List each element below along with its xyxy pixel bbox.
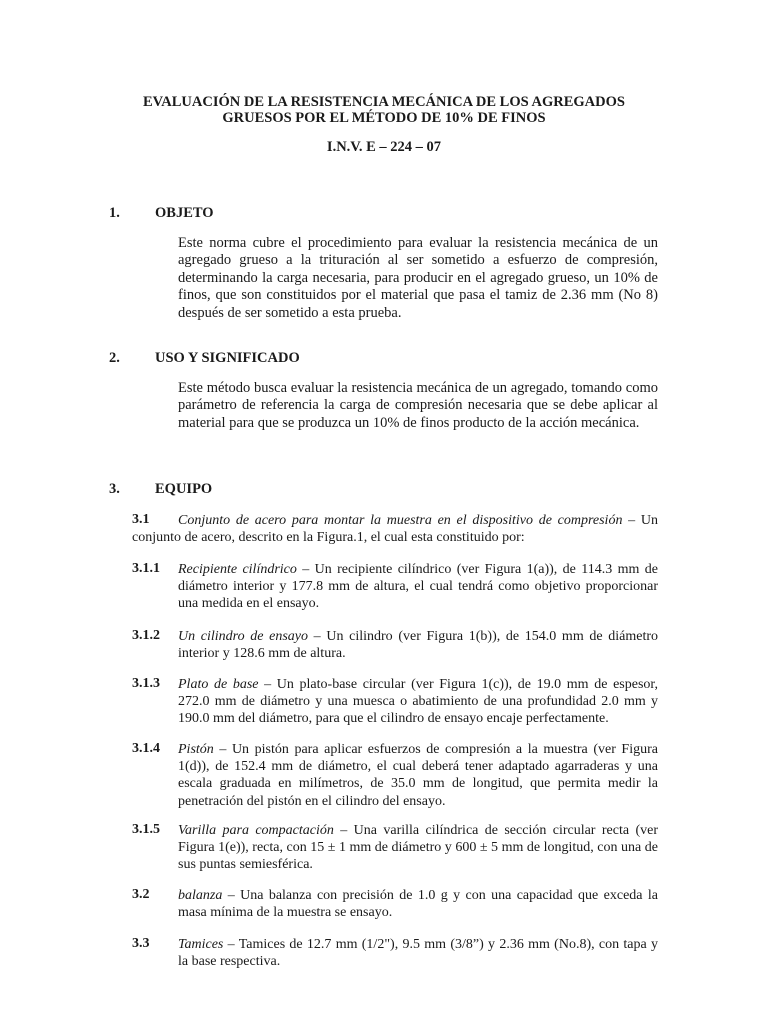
item-number-3-3: 3.3 <box>132 936 150 951</box>
item-term-3-2: balanza <box>178 888 223 903</box>
section-number-3: 3. <box>109 481 120 497</box>
section-title-equipo: EQUIPO <box>155 481 213 497</box>
section-number-1: 1. <box>109 205 120 221</box>
item-term-3-1-5: Varilla para compactación <box>178 823 334 838</box>
item-body-3-1-4: – Un pistón para aplicar esfuerzos de compresión a la muestra (ver Figura 1(d)), de 152.4 mm de diámetro, el cual deberá tener adaptado agarraderas y una escala graduada en milímetros, de 35.0 mm de longitud, que permita medir la penetración del pistón en el cilindro del ensayo. <box>178 742 658 809</box>
item-body-3-1-2: – Un cilindro (ver Figura 1(b)), de 154.0 mm de diámetro interior y 128.6 mm de altura. <box>178 629 659 662</box>
item-text-3-1-1 <box>178 561 658 613</box>
item-text-3-1 <box>132 512 658 546</box>
item-number-3-2: 3.2 <box>132 887 150 902</box>
item-number-3-1: 3.1 <box>132 512 150 527</box>
item-term-3-1: Conjunto de acero para montar la muestra en el dispositivo de compresión <box>178 513 623 528</box>
item-number-3-1-3: 3.1.3 <box>132 676 160 691</box>
item-number-3-1-1: 3.1.1 <box>132 561 160 576</box>
item-body-3-3: – Tamices de 12.7 mm (1/2"), 9.5 mm (3/8”) y 2.36 mm (No.8), con tapa y la base respectiva. <box>178 937 658 970</box>
section-text-objeto: Este norma cubre el procedimiento para evaluar la resistencia mecánica de un agregado grueso a la trituración al ser sometido a esfuerzo de compresión, determinando la carga necesaria, para producir en el agregado grueso, un 10% de finos, que son constituidos por el material que pasa el tamiz de 2.36 mm (No 8) después de ser sometido a esta prueba. <box>178 235 658 321</box>
section-title-objeto: OBJETO <box>155 205 214 221</box>
item-term-3-1-3: Plato de base <box>178 677 259 692</box>
item-body-3-2: – Una balanza con precisión de 1.0 g y con una capacidad que exceda la masa mínima de la muestra se ensayo. <box>178 888 658 921</box>
item-term-3-3: Tamices <box>178 937 224 952</box>
section-title-uso: USO Y SIGNIFICADO <box>155 350 300 366</box>
item-text-3-1-3 <box>178 676 658 728</box>
document-title <box>110 94 658 126</box>
item-term-3-1-4: Pistón <box>178 742 214 757</box>
title-line-2: GRUESOS POR EL MÉTODO DE 10% DE FINOS <box>222 110 546 126</box>
item-text-3-3 <box>178 936 658 970</box>
item-text-3-1-4 <box>178 741 658 810</box>
title-line-1: EVALUACIÓN DE LA RESISTENCIA MECÁNICA DE LOS AGREGADOS <box>143 94 625 110</box>
section-text-uso: Este método busca evaluar la resistencia mecánica de un agregado, tomando como parámetro de referencia la carga de compresión necesaria que se debe aplicar al material para que se produzca un 10% de finos producto de la acción mecánica. <box>178 380 658 431</box>
item-text-3-1-5 <box>178 822 658 874</box>
norm-code: I.N.V. E – 224 – 07 <box>326 139 442 155</box>
item-body-3-1-3: – Un plato-base circular (ver Figura 1(c)), de 19.0 mm de espesor, 272.0 mm de diámetro y una muesca o abatimiento de una profundidad 2.0 mm y 190.0 mm del diámetro, para que el cilindro de ensayo encaje perfectamente. <box>178 677 658 727</box>
item-number-3-1-2: 3.1.2 <box>132 628 160 643</box>
item-body-3-1-1: – Un recipiente cilíndrico (ver Figura 1(a)), de 114.3 mm de diámetro interior y 177.8 mm de altura, el cual tendrá como objetivo proporcionar una medida en el ensayo. <box>178 562 658 612</box>
item-text-3-1-2 <box>178 628 658 662</box>
item-term-3-1-1: Recipiente cilíndrico <box>178 562 297 577</box>
item-term-3-1-2: Un cilindro de ensayo <box>178 629 309 644</box>
item-number-3-1-5: 3.1.5 <box>132 822 160 837</box>
item-number-3-1-4: 3.1.4 <box>132 741 160 756</box>
section-number-2: 2. <box>109 350 120 366</box>
item-text-3-2 <box>178 887 658 921</box>
item-body-3-1-5: – Una varilla cilíndrica de sección circular recta (ver Figura 1(e)), recta, con 15 ± 1 mm de diámetro y 600 ± 5 mm de longitud, con una de sus puntas semiesférica. <box>178 823 658 873</box>
item-body-3-1: – Un conjunto de acero, descrito en la Figura.1, el cual esta constituido por: <box>132 513 658 546</box>
